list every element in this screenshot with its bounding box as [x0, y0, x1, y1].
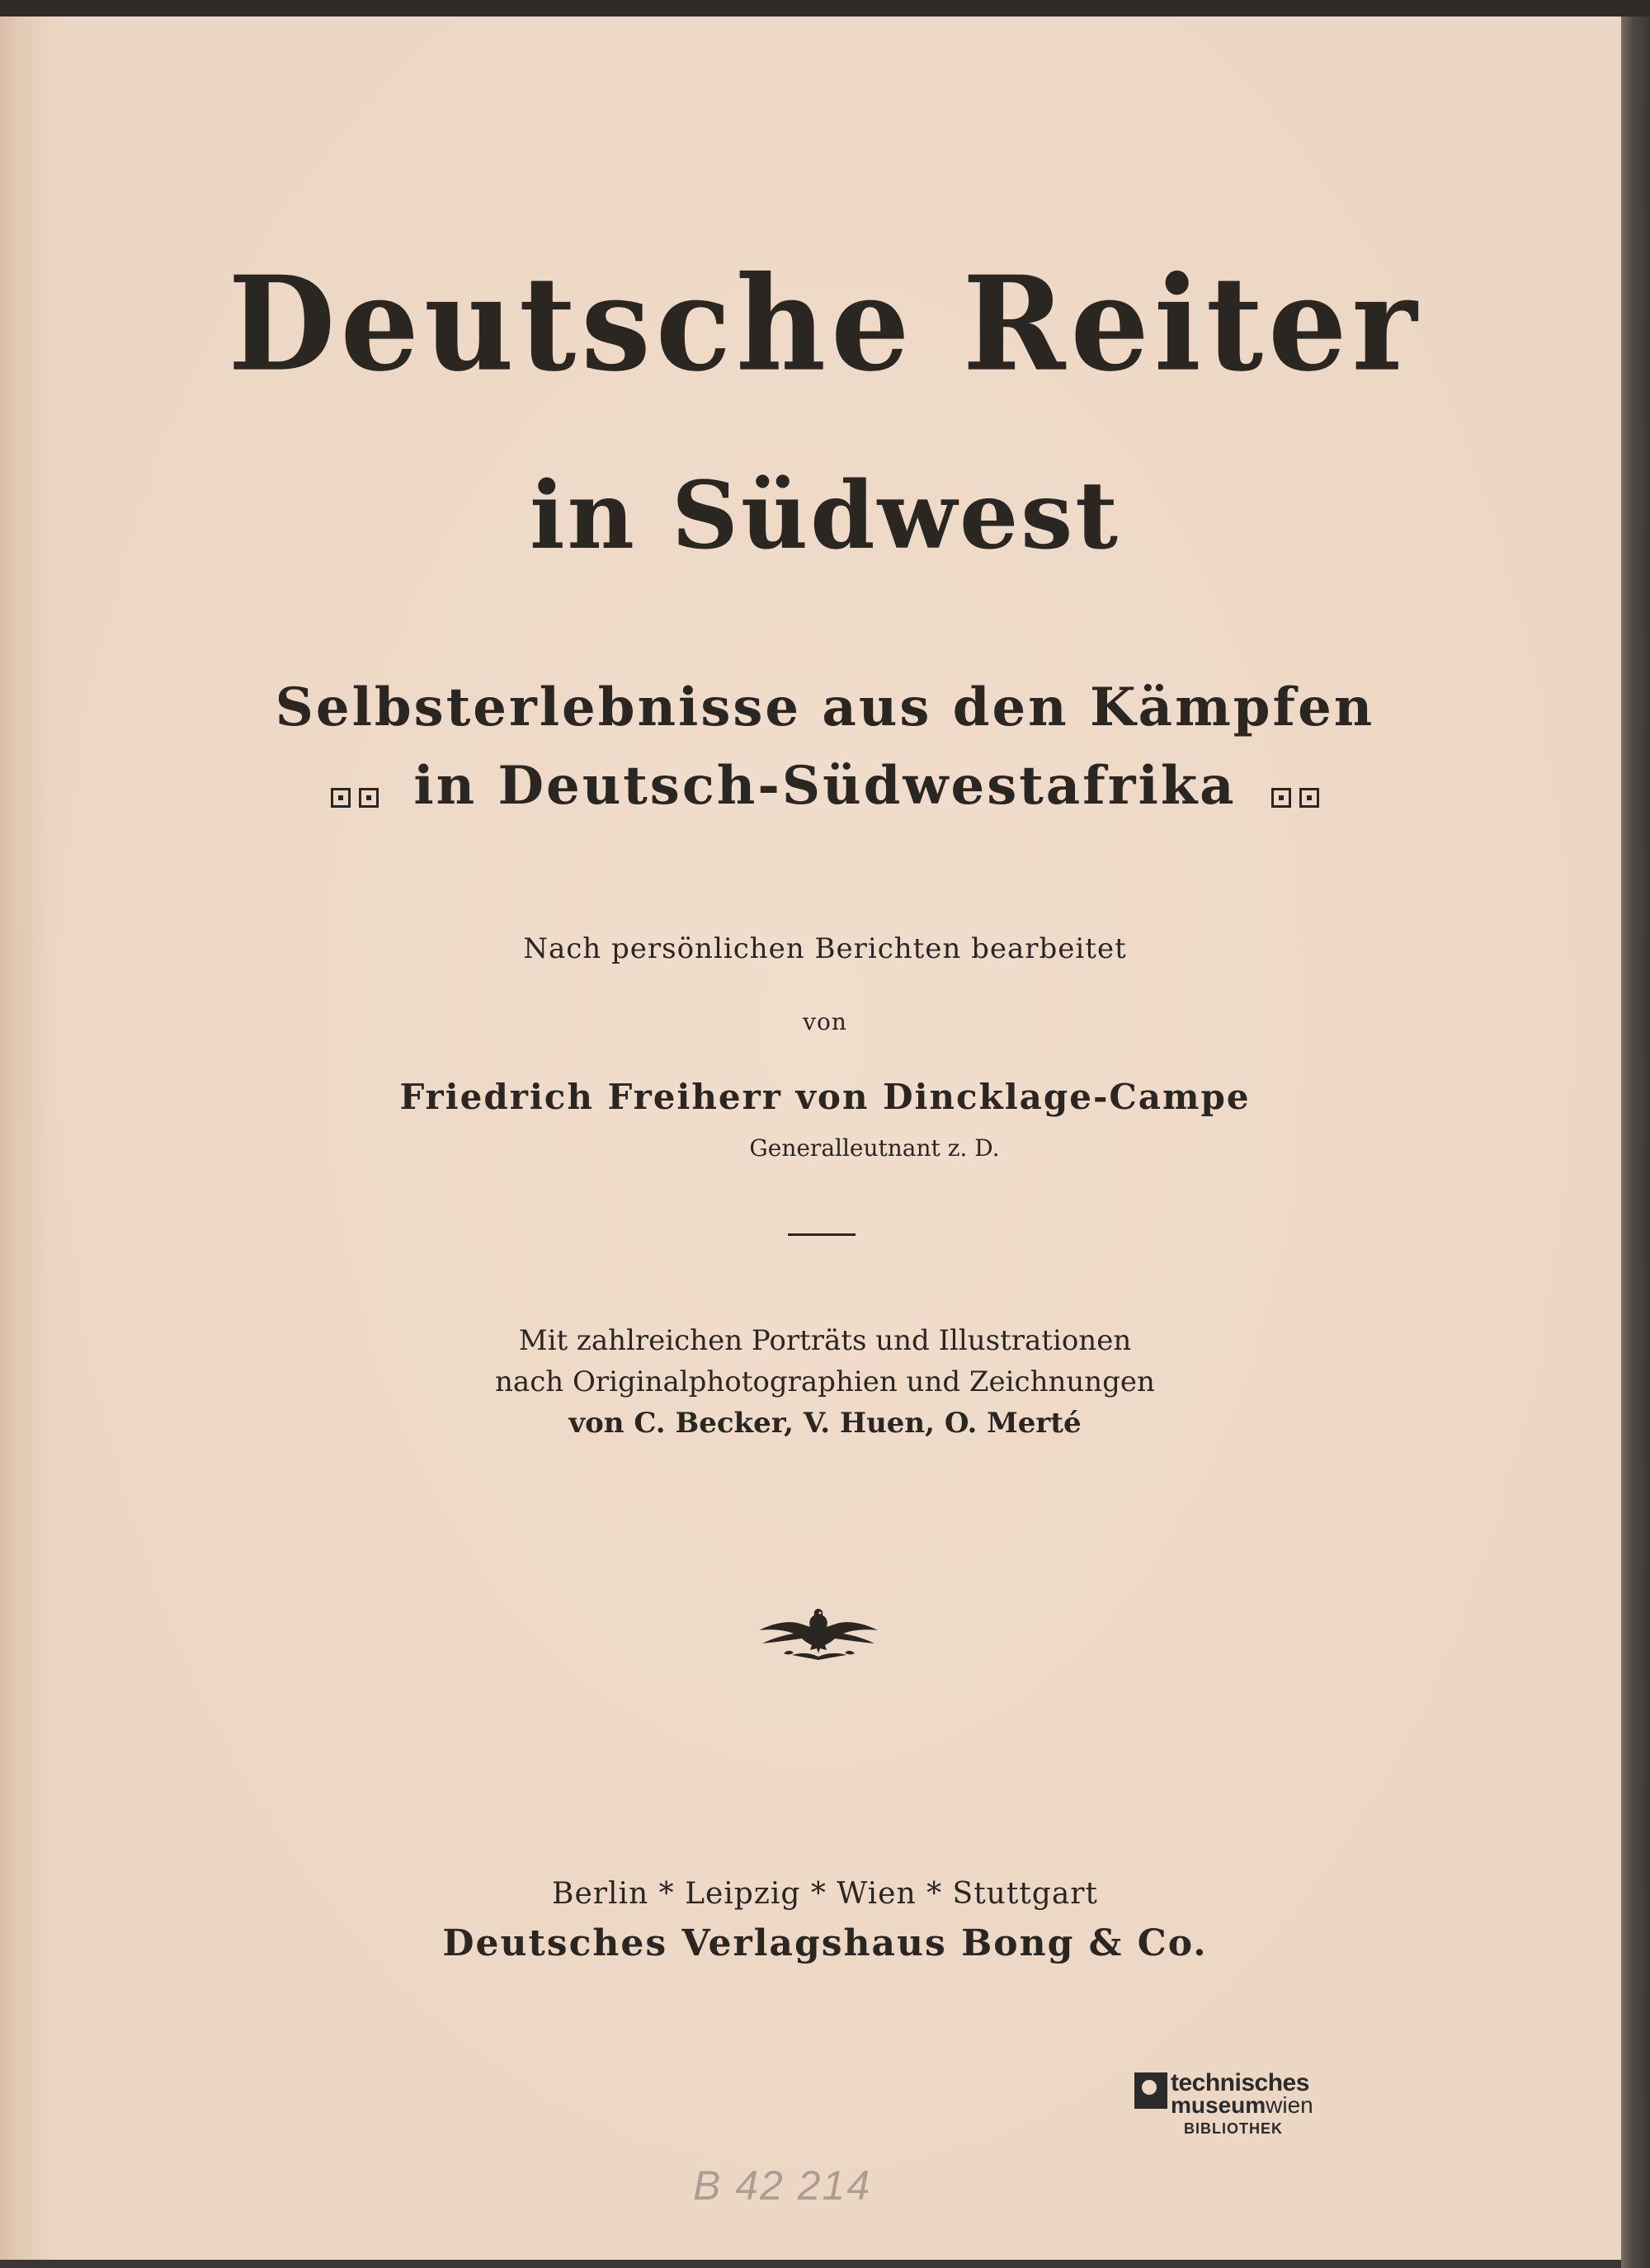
illustrations-line-1: Mit zahlreichen Porträts und Illustrationen [518, 1324, 1132, 1357]
publisher-name: Deutsches Verlagshaus Bong & Co. [442, 1922, 1208, 1964]
byline-line-1: Nach persönlichen Berichten bearbeitet [523, 932, 1127, 965]
illustrations-line-2: nach Originalphotographien und Zeichnungen [495, 1365, 1155, 1398]
square-dot-ornament-icon [1267, 759, 1323, 821]
stamp-line-3: BIBLIOTHEK [1184, 2120, 1283, 2137]
square-dot-ornament-icon [327, 759, 383, 821]
library-stamp [1134, 2069, 1349, 2143]
tagline-line-1: Selbsterlebnisse aus den Kämpfen [275, 677, 1375, 738]
stamp-line-2 [1171, 2092, 1313, 2119]
tagline-line-2-text: in Deutsch-Südwestafrika [413, 755, 1237, 817]
illustrations-line-3: von C. Becker, V. Huen, O. Merté [568, 1407, 1082, 1440]
divider-rule [788, 1233, 856, 1236]
shelfmark: B 42 214 [693, 2162, 872, 2209]
book-title: Deutsche Reiter [228, 248, 1422, 401]
publication-places: Berlin * Leipzig * Wien * Stuttgart [552, 1877, 1098, 1911]
stamp-line-1: technisches [1171, 2069, 1309, 2096]
eagle-vignette-icon [751, 1601, 887, 1667]
stamp-line-2-a: museum [1171, 2092, 1266, 2118]
museum-logo-icon [1134, 2072, 1167, 2109]
author-name: Friedrich Freiherr von Dincklage-Campe [399, 1077, 1251, 1117]
byline-line-2: von [803, 1008, 847, 1035]
author-rank: Generalleutnant z. D. [749, 1134, 1000, 1162]
stamp-line-2-b: wien [1266, 2092, 1313, 2118]
book-subtitle: in Südwest [529, 462, 1121, 570]
tagline-line-2 [0, 755, 1650, 821]
